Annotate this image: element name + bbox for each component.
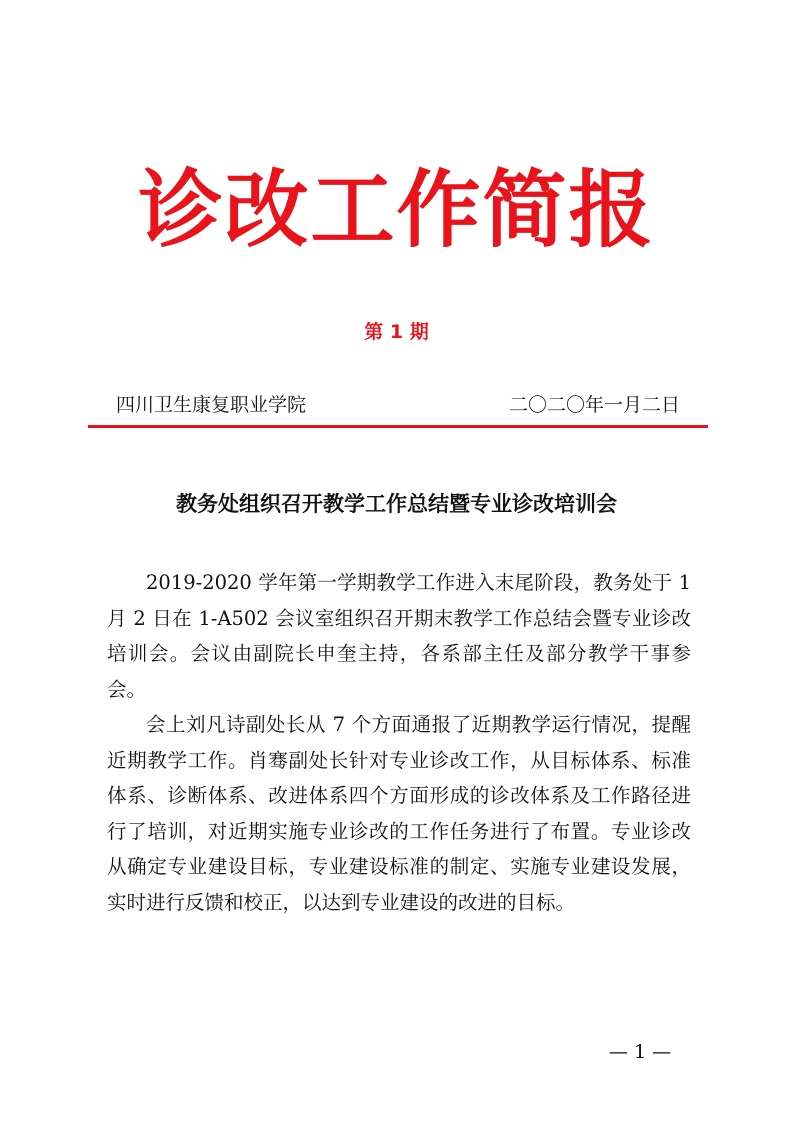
article-paragraph: 2019-2020 学年第一学期教学工作进入末尾阶段，教务处于 1 月 2 日在 1-A502 会议室组织召开期末教学工作总结会暨专业诊改培训会。会议由副院长申奎主持，各系部主任及部分教学干事参会。: [107, 571, 691, 701]
issue-date: 二〇二〇年一月二日: [508, 394, 680, 416]
article-paragraph: 会上刘凡诗副处长从 7 个方面通报了近期教学运行情况，提醒近期教学工作。肖骞副处长针对专业诊改工作，从目标体系、标准体系、诊断体系、改进体系四个方面形成的诊改体系及工作路径进行了培训，对近期实施专业诊改的工作任务进行了布置。专业诊改从确定专业建设目标，专业建设标准的制定、实施专业建设发展，实时进行反馈和校正，以达到专业建设的改进的目标。: [107, 713, 691, 914]
issue-number: 第 1 期: [364, 321, 429, 343]
article-body: [107, 565, 691, 920]
red-divider-line: [88, 425, 708, 428]
article-title: 教务处组织召开教学工作总结暨专业诊改培训会: [176, 491, 617, 516]
masthead-title: 诊改工作简报: [138, 161, 655, 259]
publisher-name: 四川卫生康复职业学院: [116, 394, 307, 416]
page-number: — 1 —: [608, 1041, 672, 1063]
